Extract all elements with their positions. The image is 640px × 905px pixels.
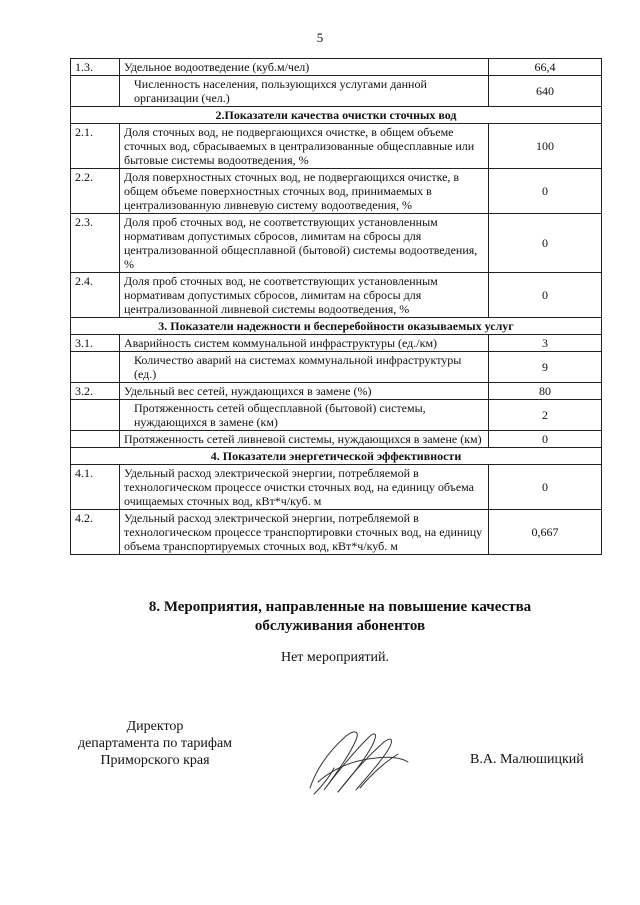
indicator-value: 0 [489, 465, 602, 510]
row-number: 3.2. [71, 383, 120, 400]
page-number: 5 [316, 30, 324, 45]
indicator-value: 0 [489, 431, 602, 448]
table-row [71, 169, 602, 214]
table-row [71, 352, 602, 383]
table-section-row [71, 448, 602, 465]
signatory-title-line-3: Приморского края [100, 753, 210, 768]
row-number: 2.3. [71, 214, 120, 273]
table-row [71, 335, 602, 352]
indicator-name: Протяженность сетей общесплавной (бытовой) системы, нуждающихся в замене (км) [120, 400, 489, 431]
table-section-row [71, 318, 602, 335]
table-row [71, 76, 602, 107]
indicator-value: 9 [489, 352, 602, 383]
indicator-value: 0 [489, 169, 602, 214]
indicator-name: Протяженность сетей ливневой системы, нуждающихся в замене (км) [120, 431, 489, 448]
indicator-name: Удельный вес сетей, нуждающихся в замене (%) [120, 383, 489, 400]
indicators-table-body [71, 59, 602, 555]
indicator-value: 100 [489, 124, 602, 169]
row-number: 4.2. [71, 510, 120, 555]
row-number [71, 431, 120, 448]
indicator-value: 66,4 [489, 59, 602, 76]
section-title: 2.Показатели качества очистки сточных вод [71, 107, 602, 124]
handwritten-signature [298, 718, 418, 798]
no-measures-text: Нет мероприятий. [280, 650, 390, 665]
row-number: 1.3. [71, 59, 120, 76]
row-number: 2.2. [71, 169, 120, 214]
section-title: 3. Показатели надежности и бесперебойности оказываемых услуг [71, 318, 602, 335]
table-row [71, 400, 602, 431]
row-number: 4.1. [71, 465, 120, 510]
indicator-name: Удельное водоотведение (куб.м/чел) [120, 59, 489, 76]
indicator-value: 640 [489, 76, 602, 107]
section-title: 4. Показатели энергетической эффективности [71, 448, 602, 465]
row-number [71, 76, 120, 107]
indicator-value: 2 [489, 400, 602, 431]
indicator-value: 0,667 [489, 510, 602, 555]
section-8-heading [90, 598, 590, 636]
table-row [71, 214, 602, 273]
indicator-value: 3 [489, 335, 602, 352]
indicator-value: 80 [489, 383, 602, 400]
row-number [71, 352, 120, 383]
table-row [71, 510, 602, 555]
row-number [71, 400, 120, 431]
section-8-heading-line-1: 8. Мероприятия, направленные на повышение качества [148, 599, 532, 615]
indicator-name: Удельный расход электрической энергии, потребляемой в технологическом процессе очистки сточных вод, на единицу объема очищаемых сточных вод, кВт*ч/куб. м [120, 465, 489, 510]
table-row [71, 124, 602, 169]
indicator-name: Удельный расход электрической энергии, потребляемой в технологическом процессе транспортировки сточных вод, на единицу объема транспортируемых сточных вод, кВт*ч/куб. м [120, 510, 489, 555]
indicator-name: Доля поверхностных сточных вод, не подвергающихся очистке, в общем объеме поверхностных сточных вод, принимаемых в централизованную ливневую систему водоотведения, % [120, 169, 489, 214]
row-number: 2.4. [71, 273, 120, 318]
row-number: 2.1. [71, 124, 120, 169]
signatory-title-line-1: Директор [126, 719, 184, 734]
indicators-table [70, 58, 602, 555]
table-row [71, 273, 602, 318]
indicator-name: Численность населения, пользующихся услугами данной организации (чел.) [120, 76, 489, 107]
indicator-value: 0 [489, 214, 602, 273]
signatory-title [60, 718, 250, 769]
indicator-name: Количество аварий на системах коммунальной инфраструктуры (ед.) [120, 352, 489, 383]
table-row [71, 59, 602, 76]
table-row [71, 465, 602, 510]
table-row [71, 431, 602, 448]
row-number: 3.1. [71, 335, 120, 352]
signatory-title-line-2: департамента по тарифам [77, 736, 233, 751]
indicator-name: Доля проб сточных вод, не соответствующих установленным нормативам допустимых сбросов, лимитам на сбросы для централизованной ливневой системы водоотведения, % [120, 273, 489, 318]
indicator-name: Доля проб сточных вод, не соответствующих установленным нормативам допустимых сбросов, лимитам на сбросы для централизованной общесплавной (бытовой) системы водоотведения, % [120, 214, 489, 273]
indicator-name: Аварийность систем коммунальной инфраструктуры (ед./км) [120, 335, 489, 352]
indicator-value: 0 [489, 273, 602, 318]
table-section-row [71, 107, 602, 124]
table-row [71, 383, 602, 400]
indicator-name: Доля сточных вод, не подвергающихся очистке, в общем объеме сточных вод, сбрасываемых в централизованные общесплавные или бытовые системы водоотведения, % [120, 124, 489, 169]
section-8-heading-line-2: обслуживания абонентов [254, 618, 426, 634]
signatory-name: В.А. Малюшицкий [470, 752, 584, 767]
